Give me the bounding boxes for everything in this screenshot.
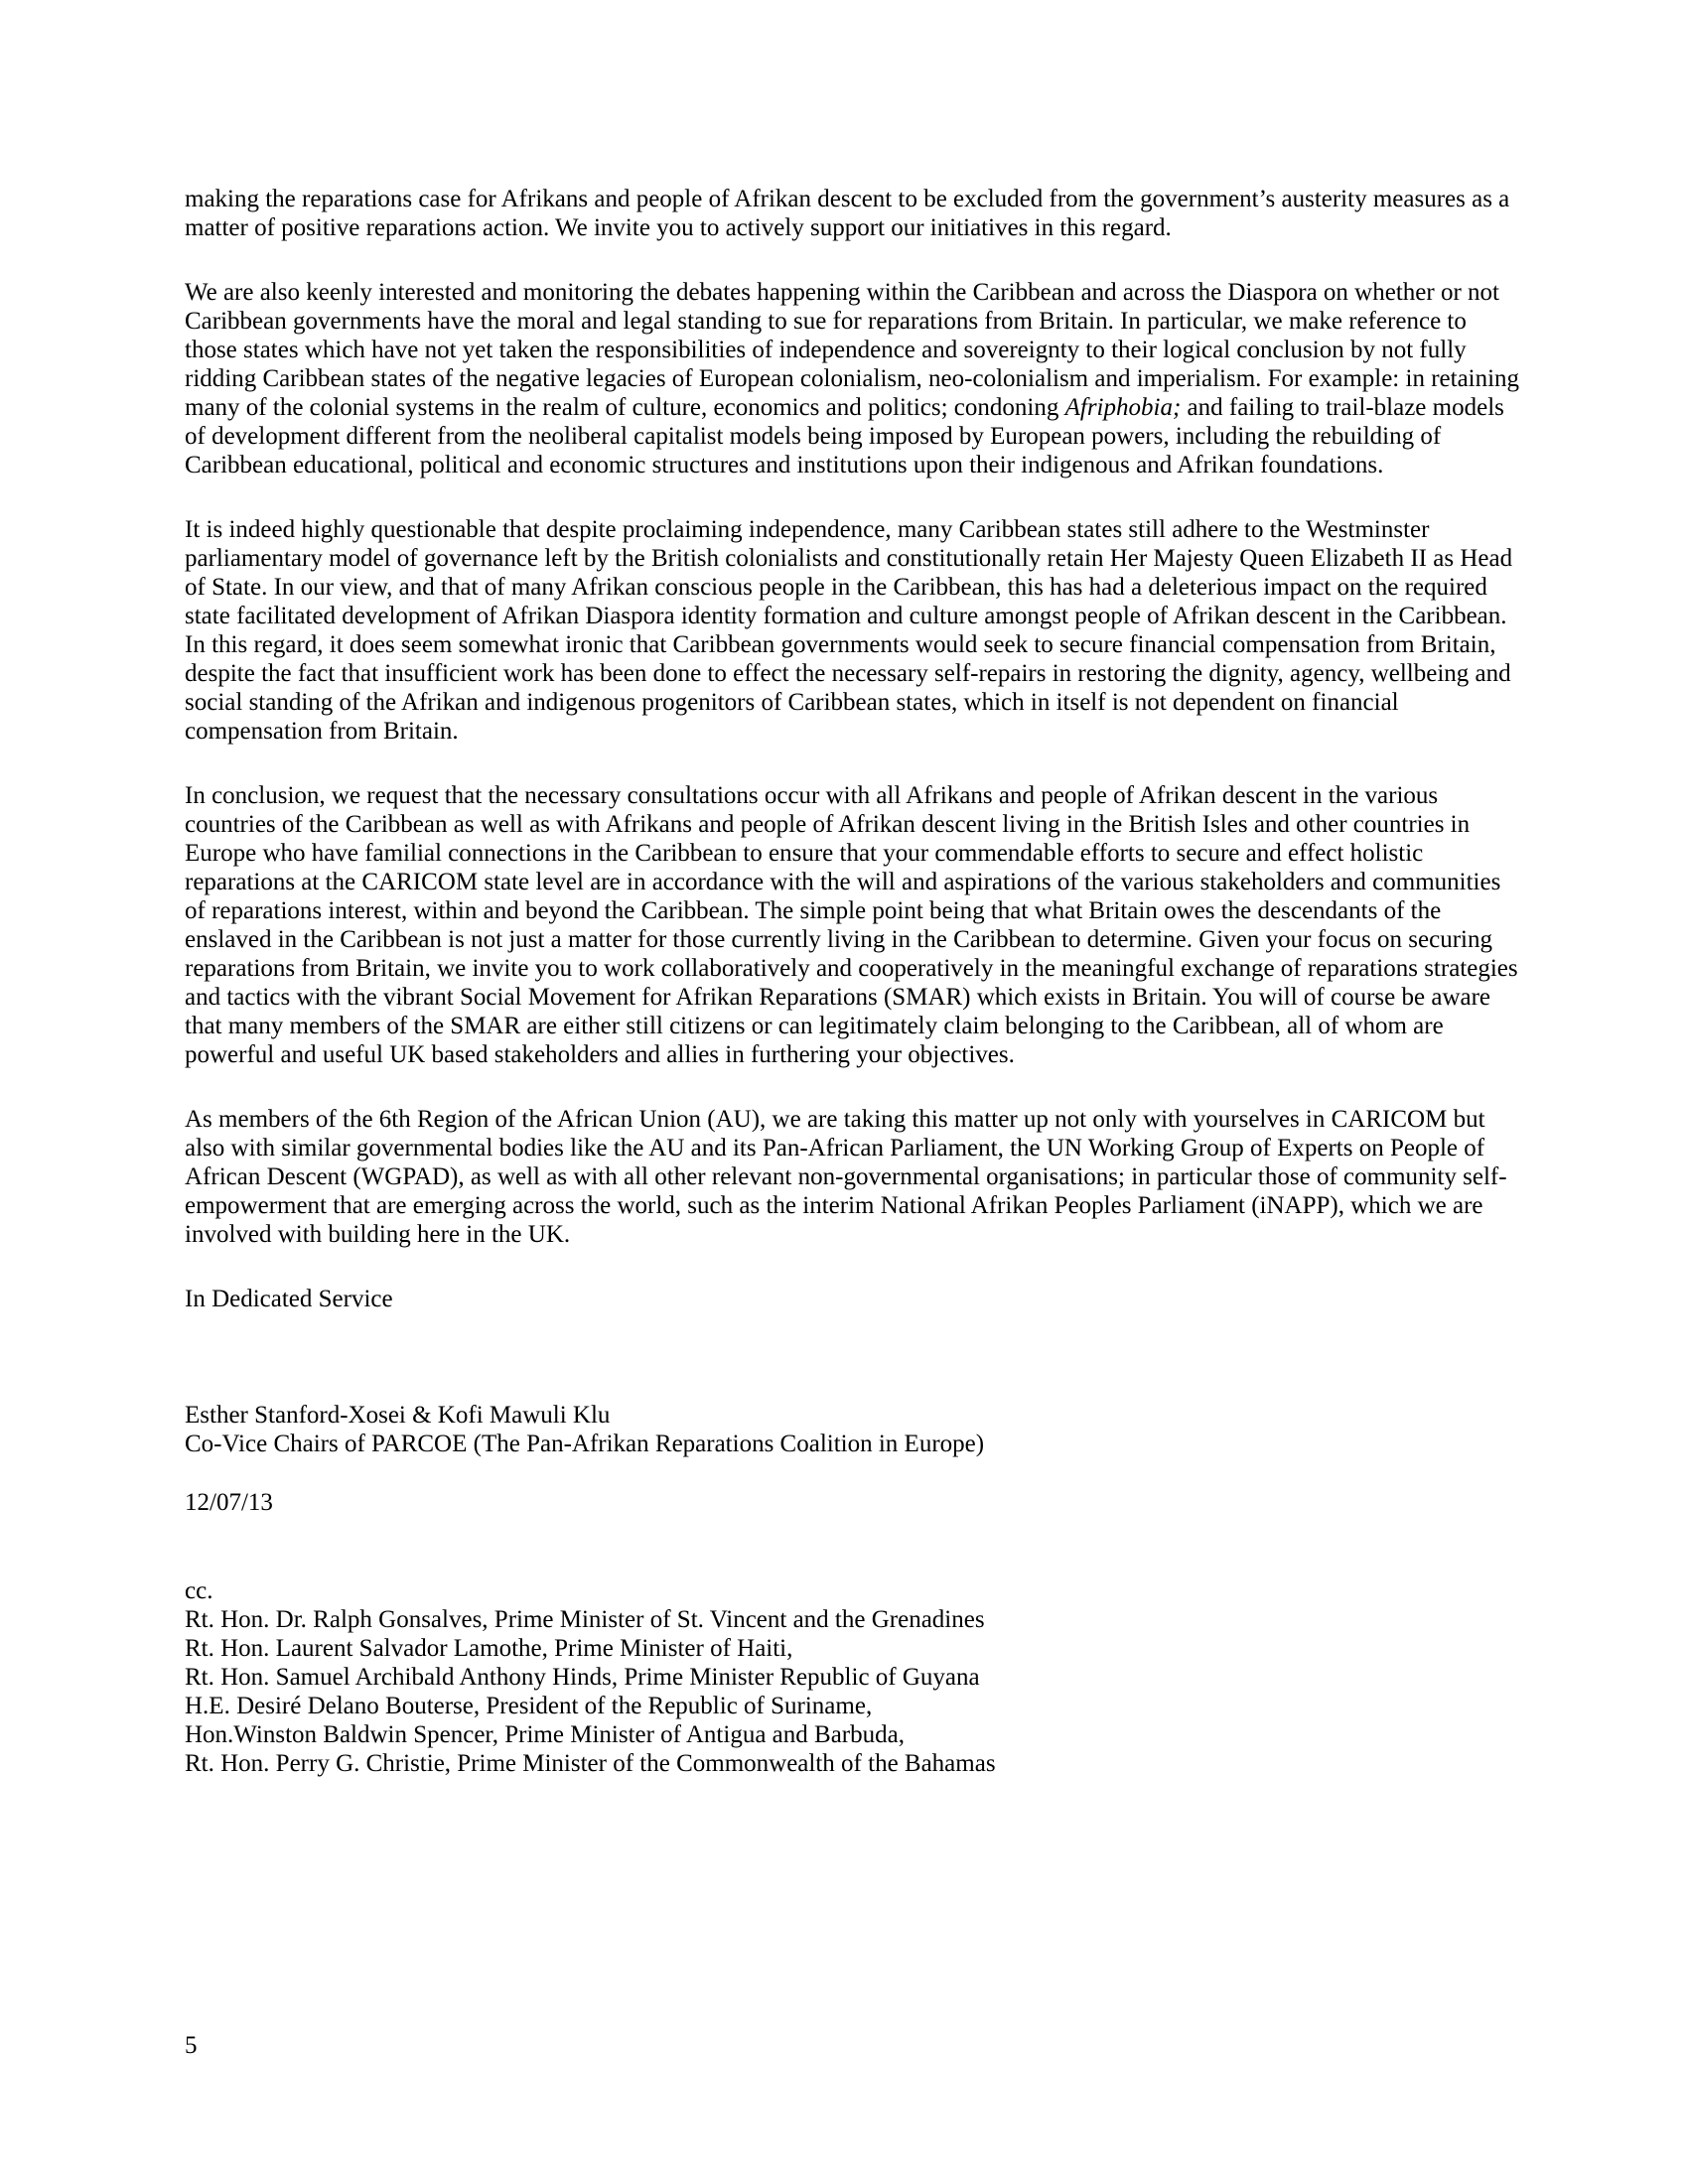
letter-body	[185, 185, 1523, 1249]
text-run: making the reparations case for Afrikans and people of Afrikan descent to be excluded from the government’s austerity measures as a matter of positive reparations action. We invite you to actively support our initiatives in this regard.	[185, 186, 1510, 241]
text-run: We are also keenly interested and monitoring the debates happening within the Caribbean and across the Diaspora on whether or not Caribbean governments have the moral and legal standing to sue for reparations from Britain. In particular, we make reference to those states which have not yet taken the responsibilities of independence and sovereignty to their logical conclusion by not fully ridding Caribbean states of the negative legacies of European colonialism, neo-colonialism and imperialism. For example: in retaining many of the colonial systems in the realm of culture, economics and politics; condoning	[185, 279, 1520, 421]
cc-recipient: Rt. Hon. Laurent Salvador Lamothe, Prime Minister of Haiti,	[185, 1635, 793, 1662]
paragraph	[185, 185, 1523, 242]
cc-block	[185, 1576, 1523, 1778]
signature-line: Esther Stanford-Xosei & Kofi Mawuli Klu	[185, 1402, 611, 1429]
text-run: As members of the 6th Region of the African Union (AU), we are taking this matter up not only with yourselves in CARICOM but also with similar governmental bodies like the AU and its Pan-African Parliament, the UN Working Group of Experts on People of African Descent (WGPAD), as well as with all other relevant non-governmental organisations; in particular those of community self-empowerment that are emerging across the world, such as the interim National Afrikan Peoples Parliament (iNAPP), which we are involved with building here in the UK.	[185, 1106, 1507, 1248]
italic-term: Afriphobia;	[1064, 394, 1182, 421]
cc-label: cc.	[185, 1577, 213, 1604]
paragraph	[185, 1105, 1523, 1249]
text-run: and failing to trail-blaze models of development different from the neoliberal capitalist models being imposed by European powers, including the rebuilding of Caribbean educational, political and economic structures and institutions upon their indigenous and Afrikan foundations.	[185, 394, 1504, 478]
text-run: It is indeed highly questionable that despite proclaiming independence, many Caribbean states still adhere to the Westminster parliamentary model of governance left by the British colonialists and constitutionally retain Her Majesty Queen Elizabeth II as Head of State. In our view, and that of many Afrikan conscious people in the Caribbean, this has had a deleterious impact on the required state facilitated development of Afrikan Diaspora identity formation and culture amongst people of Afrikan descent in the Caribbean. In this regard, it does seem somewhat ironic that Caribbean governments would seek to secure financial compensation from Britain, despite the fact that insufficient work has been done to effect the necessary self-repairs in restoring the dignity, agency, wellbeing and social standing of the Afrikan and indigenous progenitors of Caribbean states, which in itself is not dependent on financial compensation from Britain.	[185, 516, 1513, 745]
page-number: 5	[185, 2032, 198, 2059]
cc-recipient: Rt. Hon. Dr. Ralph Gonsalves, Prime Minister of St. Vincent and the Grenadines	[185, 1606, 985, 1633]
paragraph	[185, 515, 1523, 746]
signature-block	[185, 1401, 1523, 1458]
text-run: In conclusion, we request that the necessary consultations occur with all Afrikans and people of Afrikan descent in the various countries of the Caribbean as well as with Afrikans and people of Afrikan descent living in the British Isles and other countries in Europe who have familial connections in the Caribbean to ensure that your commendable efforts to secure and effect holistic reparations at the CARICOM state level are in accordance with the will and aspirations of the various stakeholders and communities of reparations interest, within and beyond the Caribbean. The simple point being that what Britain owes the descendants of the enslaved in the Caribbean is not just a matter for those currently living in the Caribbean to determine. Given your focus on securing reparations from Britain, we invite you to work collaboratively and cooperatively in the meaningful exchange of reparations strategies and tactics with the vibrant Social Movement for Afrikan Reparations (SMAR) which exists in Britain. You will of course be aware that many members of the SMAR are either still citizens or can legitimately claim belonging to the Caribbean, all of whom are powerful and useful UK based stakeholders and allies in furthering your objectives.	[185, 782, 1518, 1068]
cc-recipient: Rt. Hon. Perry G. Christie, Prime Minister of the Commonwealth of the Bahamas	[185, 1750, 996, 1777]
cc-recipient: Rt. Hon. Samuel Archibald Anthony Hinds, Prime Minister Republic of Guyana	[185, 1664, 980, 1691]
closing-salutation: In Dedicated Service	[185, 1286, 393, 1312]
cc-recipient-list	[185, 1605, 1523, 1778]
date-line: 12/07/13	[185, 1489, 273, 1516]
paragraph	[185, 278, 1523, 479]
paragraph	[185, 781, 1523, 1069]
cc-recipient: Hon.Winston Baldwin Spencer, Prime Minister of Antigua and Barbuda,	[185, 1721, 905, 1748]
signature-line: Co-Vice Chairs of PARCOE (The Pan-Afrikan Reparations Coalition in Europe)	[185, 1431, 985, 1457]
cc-recipient: H.E. Desiré Delano Bouterse, President of the Republic of Suriname,	[185, 1693, 873, 1719]
